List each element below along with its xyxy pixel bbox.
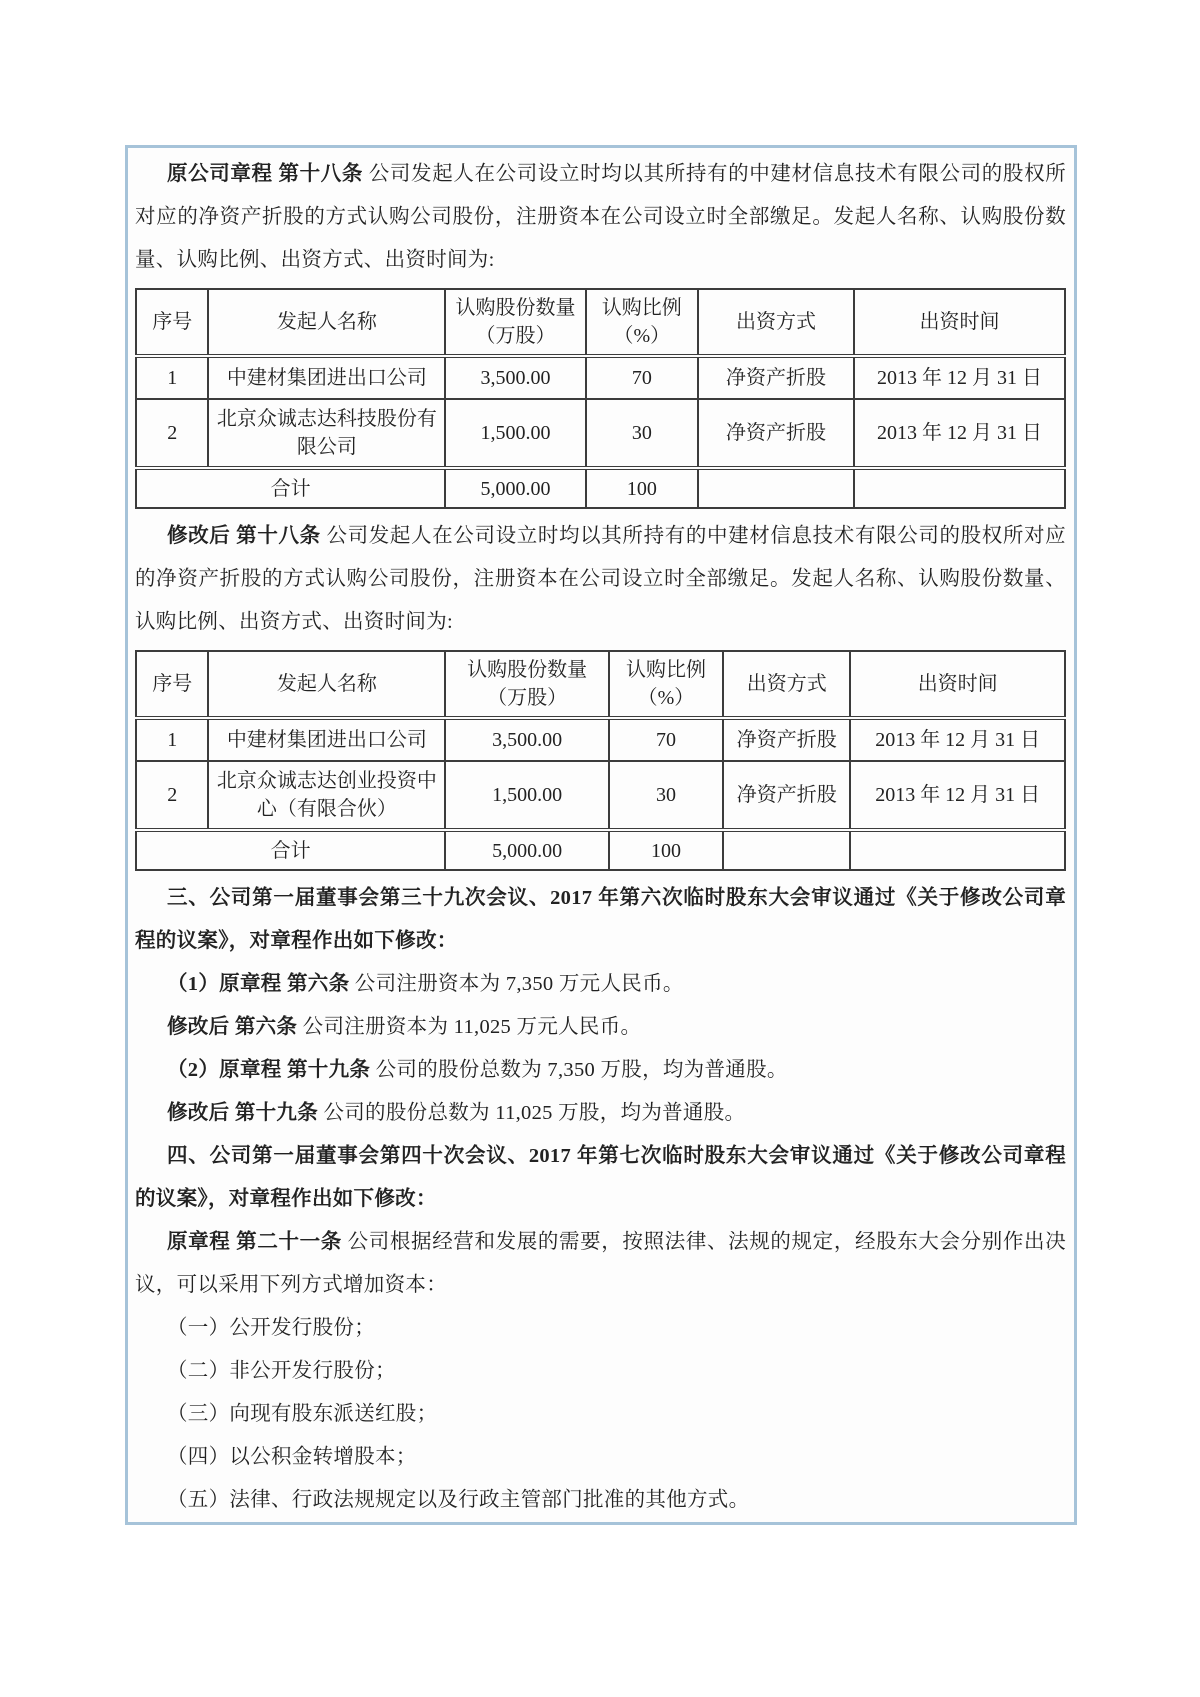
list-item-4: （四）以公积金转增股本； bbox=[167, 1446, 417, 1468]
paragraph-text-item2-amended: 公司的股份总数为 11,025 万股，均为普通股。 bbox=[318, 1102, 746, 1124]
cell-method: 净资产折股 bbox=[698, 356, 854, 399]
header-cell-time: 出资时间 bbox=[854, 289, 1065, 356]
cell-ratio: 70 bbox=[586, 356, 698, 399]
table-header-row bbox=[136, 651, 1065, 718]
paragraph-text-original-18: 公司发起人在公司设立时均以其所持有的中建材信息技术有限公司的股权所对应的净资产折股的方式认购公司股份，注册资本在公司设立时全部缴足。发起人名称、认购股份数量、认购比例、出资方式、出资时间为: bbox=[135, 163, 1067, 271]
table-row bbox=[136, 399, 1065, 468]
table-original-shareholders bbox=[135, 288, 1066, 509]
header-cell-index: 序号 bbox=[136, 651, 208, 718]
paragraph-label-original-18: 原公司章程 第十八条 bbox=[167, 163, 364, 185]
cell-index: 2 bbox=[136, 399, 208, 468]
table-row bbox=[136, 761, 1065, 830]
table-row bbox=[136, 718, 1065, 761]
cell-total-shares: 5,000.00 bbox=[445, 830, 609, 870]
paragraph-label-item1-original: （1）原章程 第六条 bbox=[167, 973, 350, 995]
paragraph-text-item1-amended: 公司注册资本为 11,025 万元人民币。 bbox=[297, 1016, 642, 1038]
cell-time: 2013 年 12 月 31 日 bbox=[854, 399, 1065, 468]
cell-total-time bbox=[854, 468, 1065, 508]
table-total-row bbox=[136, 830, 1065, 870]
section-heading-four: 四、公司第一届董事会第四十次会议、2017 年第七次临时股东大会审议通过《关于修改公司章程的议案》，对章程作出如下修改： bbox=[135, 1145, 1066, 1210]
table-amended-shareholders bbox=[135, 650, 1066, 871]
header-cell-ratio: 认购比例（%） bbox=[609, 651, 723, 718]
table-row bbox=[136, 356, 1065, 399]
cell-total-ratio: 100 bbox=[609, 830, 723, 870]
header-cell-shares: 认购股份数量（万股） bbox=[445, 289, 585, 356]
list-item-2: （二）非公开发行股份； bbox=[167, 1360, 396, 1382]
document-page-frame bbox=[125, 145, 1077, 1525]
paragraph-text-item2-original: 公司的股份总数为 7,350 万股，均为普通股。 bbox=[370, 1059, 788, 1081]
paragraph-amended-article-18 bbox=[135, 515, 1066, 644]
cell-shares: 3,500.00 bbox=[445, 718, 609, 761]
list-item-3: （三）向现有股东派送红股； bbox=[167, 1403, 438, 1425]
cell-shares: 3,500.00 bbox=[445, 356, 585, 399]
paragraph-label-original-21: 原章程 第二十一条 bbox=[167, 1231, 342, 1253]
cell-method: 净资产折股 bbox=[723, 761, 850, 830]
cell-time: 2013 年 12 月 31 日 bbox=[850, 718, 1065, 761]
cell-total-method bbox=[723, 830, 850, 870]
header-cell-shares: 认购股份数量（万股） bbox=[445, 651, 609, 718]
paragraph-label-item1-amended: 修改后 第六条 bbox=[167, 1016, 298, 1038]
header-cell-founder: 发起人名称 bbox=[208, 651, 445, 718]
header-cell-time: 出资时间 bbox=[850, 651, 1065, 718]
paragraph-item2-original bbox=[135, 1049, 1066, 1092]
cell-total-label: 合计 bbox=[136, 468, 445, 508]
cell-index: 1 bbox=[136, 356, 208, 399]
header-cell-method: 出资方式 bbox=[723, 651, 850, 718]
paragraph-original-article-21 bbox=[135, 1221, 1066, 1307]
paragraph-label-item2-original: （2）原章程 第十九条 bbox=[167, 1059, 371, 1081]
cell-total-ratio: 100 bbox=[586, 468, 698, 508]
section-heading-three: 三、公司第一届董事会第三十九次会议、2017 年第六次临时股东大会审议通过《关于修改公司章程的议案》，对章程作出如下修改： bbox=[135, 887, 1066, 952]
paragraph-label-amended-18: 修改后 第十八条 bbox=[167, 525, 321, 547]
paragraph-text-amended-18: 公司发起人在公司设立时均以其所持有的中建材信息技术有限公司的股权所对应的净资产折股的方式认购公司股份，注册资本在公司设立时全部缴足。发起人名称、认购股份数量、认购比例、出资方式、出资时间为: bbox=[135, 525, 1066, 633]
cell-ratio: 30 bbox=[586, 399, 698, 468]
cell-total-label: 合计 bbox=[136, 830, 445, 870]
cell-ratio: 30 bbox=[609, 761, 723, 830]
header-cell-index: 序号 bbox=[136, 289, 208, 356]
cell-founder: 北京众诚志达科技股份有限公司 bbox=[208, 399, 445, 468]
cell-shares: 1,500.00 bbox=[445, 399, 585, 468]
header-cell-method: 出资方式 bbox=[698, 289, 854, 356]
cell-index: 1 bbox=[136, 718, 208, 761]
list-item-1: （一）公开发行股份； bbox=[167, 1317, 375, 1339]
cell-founder: 北京众诚志达创业投资中心（有限合伙） bbox=[208, 761, 445, 830]
paragraph-text-item1-original: 公司注册资本为 7,350 万元人民币。 bbox=[349, 973, 684, 995]
cell-method: 净资产折股 bbox=[698, 399, 854, 468]
paragraph-original-article-18 bbox=[135, 153, 1066, 282]
cell-index: 2 bbox=[136, 761, 208, 830]
cell-total-method bbox=[698, 468, 854, 508]
table-total-row bbox=[136, 468, 1065, 508]
paragraph-item2-amended bbox=[135, 1092, 1066, 1135]
header-cell-ratio: 认购比例（%） bbox=[586, 289, 698, 356]
cell-total-shares: 5,000.00 bbox=[445, 468, 585, 508]
cell-shares: 1,500.00 bbox=[445, 761, 609, 830]
list-item-5: （五）法律、行政法规规定以及行政主管部门批准的其他方式。 bbox=[167, 1489, 750, 1511]
cell-ratio: 70 bbox=[609, 718, 723, 761]
paragraph-item1-amended bbox=[135, 1006, 1066, 1049]
paragraph-label-item2-amended: 修改后 第十九条 bbox=[167, 1102, 319, 1124]
cell-founder: 中建材集团进出口公司 bbox=[208, 718, 445, 761]
cell-founder: 中建材集团进出口公司 bbox=[208, 356, 445, 399]
header-cell-founder: 发起人名称 bbox=[208, 289, 445, 356]
table-header-row bbox=[136, 289, 1065, 356]
paragraph-item1-original bbox=[135, 963, 1066, 1006]
cell-method: 净资产折股 bbox=[723, 718, 850, 761]
cell-time: 2013 年 12 月 31 日 bbox=[854, 356, 1065, 399]
paragraph-text-original-21: 公司根据经营和发展的需要，按照法律、法规的规定，经股东大会分别作出决议，可以采用下列方式增加资本： bbox=[135, 1231, 1066, 1296]
cell-total-time bbox=[850, 830, 1065, 870]
cell-time: 2013 年 12 月 31 日 bbox=[850, 761, 1065, 830]
